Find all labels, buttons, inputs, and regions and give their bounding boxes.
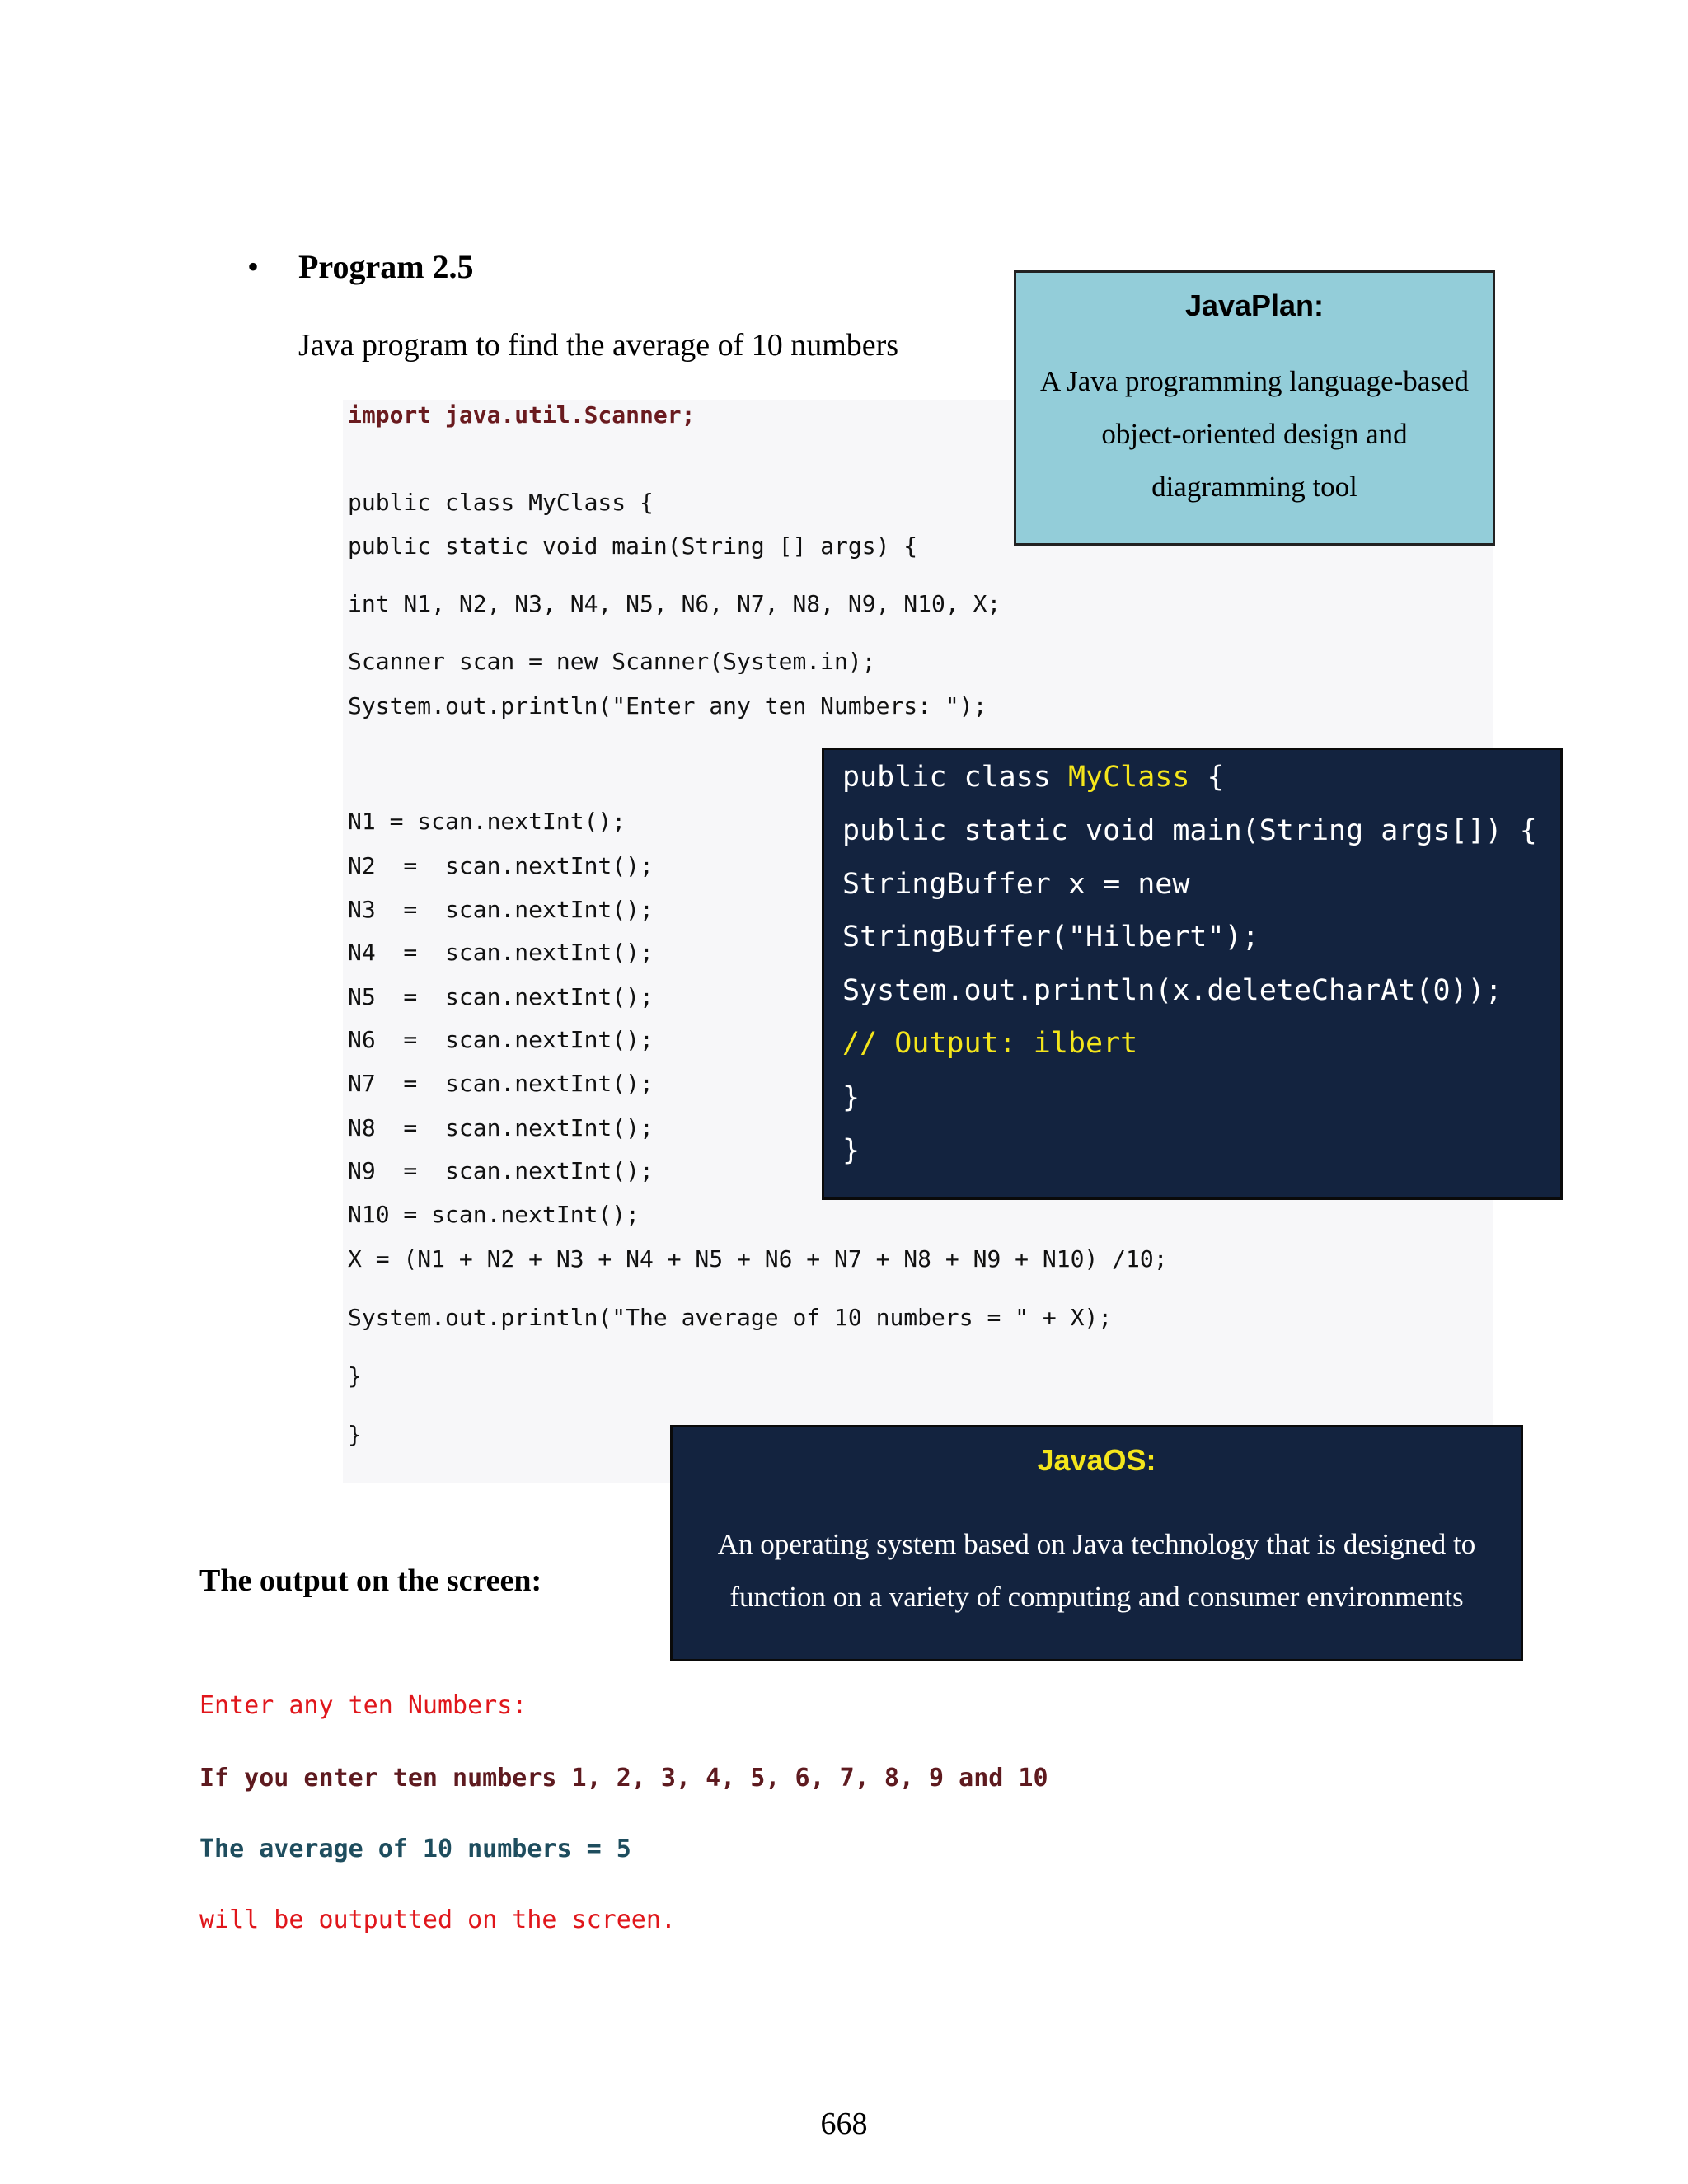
dark-code-line (842, 757, 1225, 798)
output-line: Enter any ten Numbers: (199, 1691, 528, 1720)
output-line: will be outputted on the screen. (199, 1905, 676, 1934)
code-line: N6 = scan.nextInt(); (348, 1026, 654, 1053)
code-line: N10 = scan.nextInt(); (348, 1201, 640, 1228)
output-heading: The output on the screen: (199, 1563, 542, 1598)
code-line: N2 = scan.nextInt(); (348, 852, 654, 879)
dark-code-comment: // Output: ilbert (842, 1027, 1138, 1060)
dark-code-line: StringBuffer x = new (842, 868, 1190, 901)
code-line: int N1, N2, N3, N4, N5, N6, N7, N8, N9, N10, X; (348, 590, 1001, 617)
code-line: } (348, 1362, 362, 1390)
code-line: } (348, 1421, 362, 1448)
javaplan-title: JavaPlan: (1184, 288, 1325, 322)
dark-code-line: StringBuffer("Hilbert"); (842, 921, 1259, 954)
code-line: import java.util.Scanner; (348, 401, 696, 429)
javaos-body: An operating system based on Java technology that is designed to function on a variety of computing and consumer environments (717, 1528, 1476, 1613)
code-line: N7 = scan.nextInt(); (348, 1070, 654, 1097)
class-name-token: MyClass (1067, 761, 1190, 794)
output-line: The average of 10 numbers = 5 (199, 1835, 631, 1863)
javaos-title: JavaOS: (1037, 1443, 1156, 1477)
bullet: • (247, 248, 260, 285)
code-line: Scanner scan = new Scanner(System.in); (348, 648, 876, 675)
page-number: 668 (820, 2107, 868, 2141)
code-token: public class (842, 761, 1068, 794)
dark-code-line: public static void main(String args[]) { (842, 814, 1537, 847)
code-line: System.out.println("The average of 10 numbers = " + X); (348, 1304, 1113, 1331)
dark-code-line: } (842, 1134, 860, 1167)
code-token: { (1189, 761, 1225, 794)
code-line: N3 = scan.nextInt(); (348, 896, 654, 923)
code-line: public static void main(String [] args) { (348, 532, 918, 560)
program-title: Program 2.5 (298, 248, 474, 285)
code-line: N5 = scan.nextInt(); (348, 983, 654, 1010)
program-description: Java program to find the average of 10 numbers (298, 328, 899, 363)
code-line: System.out.println("Enter any ten Numbers: "); (348, 692, 987, 719)
dark-code-line: } (842, 1081, 860, 1114)
javaplan-body: A Java programming language-based object-oriented design and diagramming tool (1040, 365, 1469, 503)
code-line: X = (N1 + N2 + N3 + N4 + N5 + N6 + N7 + N8 + N9 + N10) /10; (348, 1245, 1168, 1272)
code-line: N4 = scan.nextInt(); (348, 939, 654, 966)
output-line: If you enter ten numbers 1, 2, 3, 4, 5, 6, 7, 8, 9 and 10 (199, 1764, 1048, 1793)
code-line: N8 = scan.nextInt(); (348, 1114, 654, 1141)
javaplan-callout (1014, 270, 1495, 546)
dark-code-line: System.out.println(x.deleteCharAt(0)); (842, 974, 1503, 1007)
code-line: N9 = scan.nextInt(); (348, 1157, 654, 1184)
code-line: N1 = scan.nextInt(); (348, 808, 626, 835)
javaos-callout (670, 1425, 1523, 1661)
code-line: public class MyClass { (348, 489, 654, 516)
